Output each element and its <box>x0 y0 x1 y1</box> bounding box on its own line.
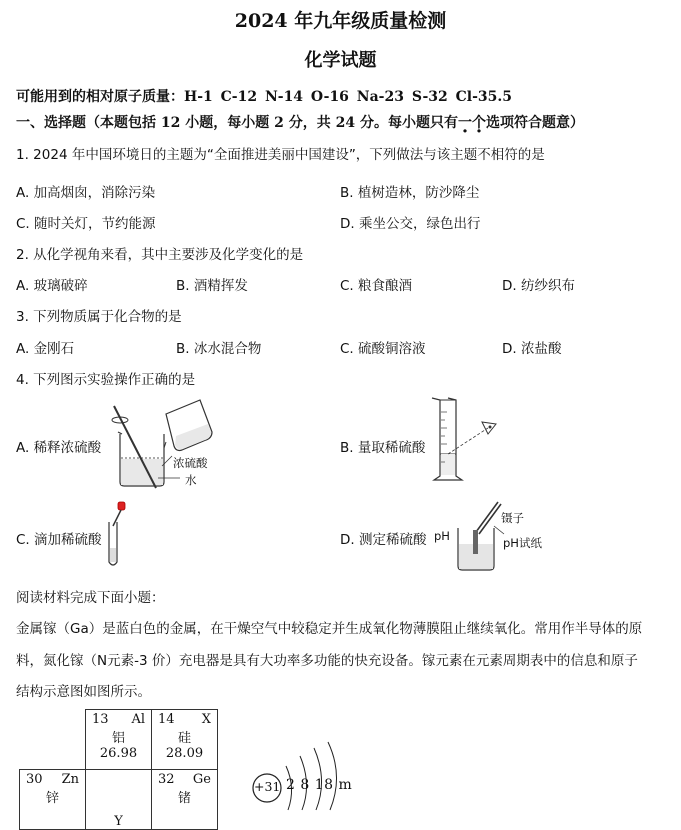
pt-al-mass: 26.98 <box>99 746 138 761</box>
section-heading <box>16 112 584 132</box>
q3-stem: 3. 下列物质属于化合物的是 <box>16 309 182 325</box>
q4-option-a: A. 稀释浓硫酸 <box>16 440 102 456</box>
q1-option-b: B. 植树造林，防沙降尘 <box>340 185 480 201</box>
pt-si-number: 14 <box>158 712 175 727</box>
pt-zn-number: 30 <box>26 772 43 787</box>
q3-option-c: C. 硫酸铜溶液 <box>340 341 426 357</box>
pt-cell-al <box>86 710 152 770</box>
reading-intro: 阅读材料完成下面小题： <box>16 590 165 606</box>
q1-option-c: C. 随时关灯，节约能源 <box>16 216 156 232</box>
q2-option-d: D. 纺纱织布 <box>502 278 575 294</box>
pt-si-name: 硅 <box>177 731 191 746</box>
atom-nucleus: +31 <box>254 779 281 794</box>
pt-empty-cell <box>20 710 86 770</box>
reading-line-3: 结构示意图如图所示。 <box>16 684 151 700</box>
atom-shells: 2 8 18 m <box>286 777 353 793</box>
page-subtitle: 化学试题 <box>304 50 377 71</box>
pt-si-symbol: X <box>201 712 211 727</box>
q2-option-c: C. 粮食酿酒 <box>340 278 413 294</box>
pt-cell-zn <box>20 770 86 830</box>
q4-stem: 4. 下列图示实验操作正确的是 <box>16 372 196 388</box>
section-heading-emph-2: 个 <box>471 115 486 131</box>
pt-al-symbol: Al <box>131 712 145 727</box>
q1-option-d: D. 乘坐公交，绿色出行 <box>340 216 481 232</box>
atomic-masses: 可能用到的相对原子质量：H-1 C-12 N-14 O-16 Na-23 S-32 Cl-35.5 <box>16 89 512 105</box>
tweezers-label: 镊子 <box>501 511 524 525</box>
q4-option-b: B. 量取稀硫酸 <box>340 440 426 456</box>
q4-option-d: D. 测定稀硫酸 <box>340 532 427 548</box>
pt-ge-number: 32 <box>158 772 175 787</box>
pt-cell-ge <box>152 770 218 830</box>
q1-stem: 1. 2024 年中国环境日的主题为“全面推进美丽中国建设”，下列做法与该主题不相符的是 <box>16 147 545 163</box>
pt-cell-y <box>86 770 152 830</box>
q2-stem: 2. 从化学视角来看，其中主要涉及化学变化的是 <box>16 247 304 263</box>
pt-zn-symbol: Zn <box>61 772 79 787</box>
pt-y-symbol: Y <box>114 814 123 829</box>
conc-acid-label: 浓硫酸 <box>173 456 208 470</box>
pt-si-mass: 28.09 <box>165 746 204 761</box>
graduated-cylinder-illustration <box>428 396 502 492</box>
reading-line-2: 料，氮化镓（N元素-3 价）充电器是具有大功率多功能的快充设备。镓元素在元素周期表中的信息和原子 <box>16 653 638 669</box>
pt-ge-name: 锗 <box>177 791 191 806</box>
periodic-table-fragment <box>19 709 218 830</box>
ph-prefix-label: pH <box>434 529 450 543</box>
pt-cell-si <box>152 710 218 770</box>
q2-option-a: A. 玻璃破碎 <box>16 278 88 294</box>
dropping-acid-illustration <box>104 500 130 570</box>
atom-structure-diagram <box>250 740 353 808</box>
pt-zn-name: 锌 <box>45 791 59 806</box>
q3-option-a: A. 金刚石 <box>16 341 75 357</box>
pt-al-name: 铝 <box>111 731 125 746</box>
page-title: 2024 年九年级质量检测 <box>234 10 447 32</box>
section-heading-pre: 一、选择题（本题包括 12 小题，每小题 2 分，共 24 分。每小题只有 <box>16 115 458 131</box>
reading-line-1: 金属镓（Ga）是蓝白色的金属，在干燥空气中较稳定并生成氧化物薄膜阻止继续氧化。常用作半导体的原 <box>16 621 643 637</box>
q1-option-a: A. 加高烟囱，消除污染 <box>16 185 156 201</box>
q4-option-c: C. 滴加稀硫酸 <box>16 532 102 548</box>
pt-ge-symbol: Ge <box>192 772 211 787</box>
section-heading-post: 选项符合题意） <box>485 115 584 131</box>
pt-al-number: 13 <box>92 712 109 727</box>
diluting-acid-illustration <box>108 396 218 492</box>
q3-option-b: B. 冰水混合物 <box>176 341 262 357</box>
water-label: 水 <box>185 473 197 487</box>
ph-paper-label: pH试纸 <box>503 536 542 550</box>
q3-option-d: D. 浓盐酸 <box>502 341 562 357</box>
q2-option-b: B. 酒精挥发 <box>176 278 248 294</box>
section-heading-emph-1: 一 <box>457 115 472 131</box>
